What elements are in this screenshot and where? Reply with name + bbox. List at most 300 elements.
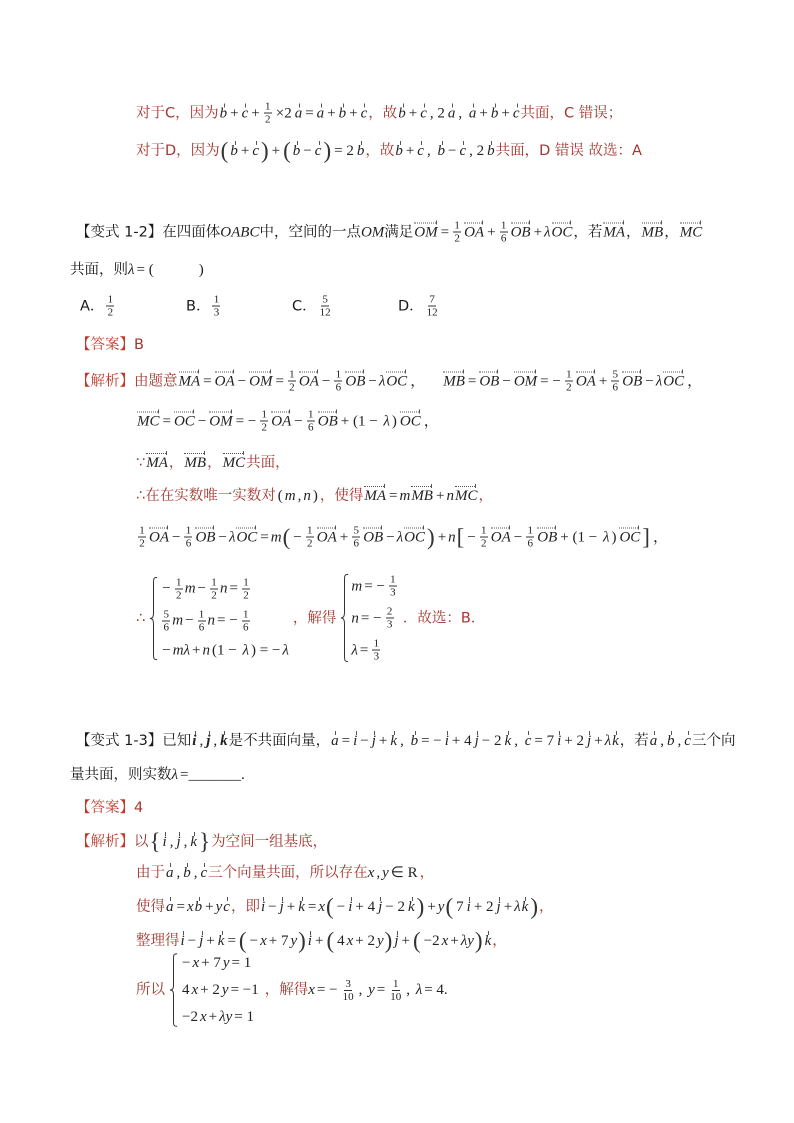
question-text: 【变式 1-3】已知: [76, 733, 192, 749]
vector-segment: MB: [443, 373, 465, 389]
math-italic: y: [437, 899, 445, 915]
vector: b: [437, 143, 445, 159]
variant-1-2-answer: [76, 335, 144, 355]
numerator: 5: [353, 524, 359, 537]
numerator: 1: [566, 368, 572, 381]
math-operator: ，: [410, 373, 441, 389]
vector: k: [484, 933, 492, 949]
fraction: [453, 220, 461, 245]
fraction: [307, 409, 315, 434]
math-operator: = 1: [234, 1009, 254, 1025]
math-operator: +: [487, 224, 496, 240]
vector: b: [230, 143, 238, 159]
math-operator: = 1: [231, 955, 252, 971]
fraction: [264, 101, 272, 126]
math-operator: =: [229, 580, 238, 597]
math-operator: − 2: [385, 899, 405, 915]
vector: c: [241, 105, 249, 121]
math-operator: +: [327, 105, 336, 121]
math-operator: ,: [514, 733, 522, 749]
vector-segment: OM: [414, 224, 438, 240]
fraction: [352, 525, 360, 550]
vector-segment: OC: [551, 224, 573, 240]
solution-text: 使得: [136, 899, 165, 915]
vector-segment: OM: [209, 413, 233, 429]
variant-1-2-question: [76, 220, 703, 245]
math-operator: −: [502, 373, 511, 389]
denominator: 2: [289, 381, 295, 394]
vector: k: [190, 834, 198, 850]
math-italic: λ: [655, 373, 663, 389]
vector: a: [166, 899, 174, 915]
math-italic: λy: [460, 933, 474, 949]
math-italic: OM: [360, 224, 385, 240]
math-operator: ，: [652, 529, 668, 545]
math-operator: −: [386, 529, 395, 545]
numerator: 1: [185, 524, 192, 537]
math-operator: 4: [182, 982, 190, 998]
variant-1-3-solution-collect: [136, 928, 507, 953]
math-operator: +: [192, 642, 201, 658]
math-operator: −: [182, 955, 191, 971]
numerator: 1: [306, 524, 313, 537]
vector: a: [316, 105, 325, 121]
math-operator: +: [240, 143, 250, 159]
equation-system: [149, 576, 289, 660]
math-operator: =: [467, 373, 477, 389]
math-operator: =: [376, 982, 386, 998]
vector: i: [353, 733, 358, 749]
large-delimiter: }: [199, 829, 211, 854]
vector-segment: OB: [622, 373, 643, 389]
answer-option: [80, 294, 186, 319]
vector: j: [474, 733, 479, 749]
large-delimiter: (: [445, 894, 454, 919]
vector-segment: MA: [146, 455, 168, 471]
solution-text: 由题意: [134, 373, 178, 389]
equation-row: [160, 608, 289, 633]
math-operator: =: [305, 105, 314, 121]
fraction: [175, 576, 183, 601]
math-operator: −: [513, 529, 523, 545]
math-italic: m: [270, 529, 282, 545]
math-italic: λ: [128, 262, 135, 278]
numerator: 1: [243, 576, 249, 588]
math-operator: + 4: [451, 733, 472, 749]
vector-segment: MA: [178, 373, 201, 389]
vector-segment: OB: [510, 224, 531, 240]
math-operator: = −: [360, 610, 382, 626]
variant-1-3-solution-exists: [136, 863, 434, 883]
math-operator: −: [447, 143, 457, 159]
vector: b: [487, 143, 495, 159]
vector: b: [356, 143, 365, 159]
math-operator: = 4.: [424, 982, 448, 998]
math-operator: ,: [183, 834, 188, 850]
denominator: 6: [500, 232, 507, 245]
math-operator: ,: [199, 733, 204, 749]
numerator: 1: [390, 573, 396, 586]
math-operator: −: [162, 580, 171, 597]
fraction: [210, 576, 218, 601]
question-text: ，: [664, 224, 679, 240]
denominator: 10: [390, 990, 402, 1003]
equation-row: [180, 953, 261, 973]
large-delimiter: ): [416, 894, 425, 919]
math-operator: +: [427, 899, 436, 915]
vector: i: [444, 733, 449, 749]
math-operator: =: [341, 733, 351, 749]
large-delimiter: (: [283, 138, 291, 163]
math-operator: =: [440, 224, 450, 240]
solution-text: 所以: [136, 982, 165, 998]
math-operator: = 7: [534, 733, 555, 749]
vector: b: [398, 105, 406, 121]
numerator: 1: [198, 608, 205, 620]
variant-1-3-answer: [76, 798, 143, 818]
math-operator: + (1 −: [340, 413, 382, 429]
math-operator: + 2: [355, 933, 375, 949]
denominator: 3: [213, 306, 220, 319]
numerator: 1: [527, 524, 534, 537]
equation-rows: [351, 574, 399, 663]
question-text: 量共面，则实数: [70, 767, 172, 783]
solution-text: 三个向量共面，所以存在: [208, 865, 368, 881]
math-italic: x: [367, 865, 375, 881]
equation-row: [160, 576, 289, 601]
math-operator: 4: [337, 933, 345, 949]
left-brace: [149, 576, 158, 660]
solution-text: ，: [492, 933, 507, 949]
math-operator: −: [303, 143, 312, 159]
denominator: 3: [386, 618, 393, 631]
large-delimiter: (: [326, 894, 334, 919]
numerator: 5: [322, 293, 328, 306]
option-d-analysis: [136, 138, 642, 163]
large-delimiter: (: [326, 928, 335, 953]
vector: i: [348, 899, 353, 915]
math-italic: λ: [396, 529, 404, 545]
fraction: [389, 978, 402, 1003]
vector: a: [468, 105, 477, 121]
fraction: [288, 369, 296, 394]
math-operator: −: [360, 733, 369, 749]
vector: j: [279, 899, 284, 915]
vector-segment: OA: [316, 529, 337, 545]
section-label: 【答案】: [76, 800, 134, 816]
math-operator: −: [645, 373, 654, 389]
math-operator: −: [249, 933, 259, 949]
vector: a: [447, 105, 456, 121]
equation-system: [340, 574, 399, 663]
denominator: 2: [566, 381, 572, 394]
solution-text: ，故: [368, 105, 398, 121]
fraction: [500, 220, 508, 245]
denominator: 6: [335, 381, 342, 394]
option-label: C．: [292, 298, 317, 314]
section-label: 【解析】: [76, 834, 134, 850]
math-italic: x: [191, 982, 199, 998]
math-italic: λ: [242, 642, 249, 658]
solution-text: ∵: [136, 455, 146, 471]
large-delimiter: {: [149, 829, 161, 854]
solution-text: ，使得: [319, 488, 364, 504]
math-operator: ): [312, 488, 318, 504]
math-italic: y: [290, 933, 298, 949]
question-text: 共面，则: [70, 262, 128, 278]
fraction: [242, 608, 250, 633]
denominator: 2: [481, 537, 487, 550]
numerator: 1: [213, 293, 220, 306]
vector: c: [200, 865, 208, 881]
vector: j: [586, 733, 592, 749]
variant-1-2-solution-intro: [76, 369, 704, 394]
option-label: B．: [186, 298, 211, 314]
vector-segment: OM: [513, 373, 538, 389]
math-italic: λ: [415, 982, 423, 998]
math-operator: ,: [376, 865, 381, 881]
numerator: 1: [373, 637, 380, 650]
vector-segment: MA: [364, 488, 386, 504]
numerator: 1: [139, 524, 145, 537]
math-operator: + 2: [564, 733, 584, 749]
math-operator: ,: [213, 733, 218, 749]
math-operator: + 2: [473, 899, 494, 915]
denominator: 2: [139, 537, 145, 550]
numerator: 1: [264, 100, 271, 113]
solution-text: ，故: [365, 143, 395, 159]
denominator: 6: [527, 537, 534, 550]
vector: c: [459, 143, 467, 159]
math-operator: ) = −: [250, 642, 281, 658]
vector: b: [219, 105, 228, 121]
solution-text: ，: [539, 899, 554, 915]
math-operator: ,: [458, 105, 466, 121]
vector: j: [378, 899, 383, 915]
math-operator: ，: [687, 373, 703, 389]
math-operator: ): [391, 413, 397, 429]
math-operator: = 2: [334, 143, 354, 159]
math-italic: λ: [351, 642, 358, 658]
math-operator: =: [176, 899, 185, 915]
math-operator: − 2: [481, 733, 502, 749]
math-operator: ，: [423, 413, 439, 429]
vector: i: [162, 834, 167, 850]
vector: i: [260, 899, 266, 915]
solution-text: 共面，C 错误；: [520, 105, 623, 121]
math-operator: = −: [421, 733, 442, 749]
math-italic: n: [448, 529, 456, 545]
math-italic: y: [222, 955, 230, 971]
math-italic: n: [446, 488, 454, 504]
math-operator: +: [401, 933, 410, 949]
section-label: 【解析】: [76, 373, 134, 389]
vector-segment: OC: [236, 529, 258, 545]
denominator: 6: [185, 537, 192, 550]
denominator: 6: [163, 621, 169, 633]
vector: j: [199, 933, 204, 949]
vector: c: [524, 733, 532, 749]
math-operator: −: [172, 529, 181, 545]
math-italic: m: [399, 488, 411, 504]
question-text: 满足: [384, 224, 414, 240]
fraction: [198, 608, 206, 633]
denominator: 12: [319, 306, 331, 319]
math-operator: −: [218, 529, 227, 545]
fraction: [242, 576, 250, 601]
math-operator: −: [368, 373, 377, 389]
variant-1-2-unique-pair: [136, 486, 493, 506]
fraction: [426, 294, 439, 319]
math-operator: ,: [358, 982, 367, 998]
vector-segment: OB: [363, 529, 384, 545]
math-operator: = −: [235, 413, 257, 429]
variant-1-2-coplanar-note: [136, 453, 290, 473]
vector-segment: OM: [249, 373, 273, 389]
math-italic: n: [202, 642, 211, 658]
math-operator: +: [479, 105, 488, 121]
question-text: 中，空间的一点: [259, 224, 361, 240]
fraction: [565, 369, 573, 394]
math-operator: =: [307, 899, 317, 915]
fraction: [526, 525, 534, 550]
denominator: 3: [390, 586, 396, 599]
math-operator: +: [314, 933, 324, 949]
fraction: [184, 525, 192, 550]
math-operator: =: [359, 642, 369, 658]
equation-row: [180, 1007, 261, 1027]
vector: c: [360, 105, 368, 121]
variant-1-2-question-end: [70, 260, 206, 280]
vector-segment: OC: [386, 373, 408, 389]
vector: b: [667, 733, 675, 749]
equation-rows: [160, 576, 289, 660]
vector: k: [298, 899, 305, 915]
math-operator: 7: [456, 899, 464, 915]
vector: c: [252, 143, 259, 159]
vector: a: [331, 733, 339, 749]
vector-segment: OB: [537, 529, 558, 545]
denominator: 2: [261, 421, 268, 434]
numerator: 1: [261, 408, 268, 421]
math-operator: −: [187, 933, 197, 949]
vector: c: [684, 733, 691, 749]
answer-option: [398, 294, 504, 319]
math-operator: ,: [169, 834, 174, 850]
vector: b: [395, 143, 403, 159]
large-delimiter: ): [384, 928, 393, 953]
vector-segment: OA: [490, 529, 511, 545]
vector: k: [521, 899, 529, 915]
vector-segment: MB: [411, 488, 433, 504]
math-operator: = ( ): [136, 262, 204, 278]
math-operator: −: [294, 413, 303, 429]
vector: b: [410, 733, 419, 749]
math-operator: −: [321, 373, 331, 389]
vector-segment: MC: [454, 488, 478, 504]
large-delimiter: (: [238, 928, 247, 953]
math-operator: +: [208, 1009, 218, 1025]
vector: k: [217, 933, 225, 949]
math-operator: +: [271, 143, 281, 159]
denominator: 6: [612, 381, 619, 394]
math-operator: =: [275, 373, 284, 389]
solution-text: B: [134, 337, 144, 353]
large-delimiter: (: [220, 138, 229, 163]
vector-segment: OC: [399, 413, 421, 429]
equation-rows: [180, 953, 261, 1027]
vector-segment: OB: [195, 529, 216, 545]
math-operator: ,: [297, 488, 302, 504]
vector-segment: OC: [173, 413, 195, 429]
denominator: 2: [107, 306, 114, 319]
vector: j: [371, 733, 376, 749]
large-delimiter: ): [260, 138, 269, 163]
math-operator: , 2: [429, 105, 445, 121]
math-operator: −: [467, 529, 476, 545]
numerator: 2: [386, 605, 393, 618]
math-operator: ,: [406, 982, 414, 998]
vector: j: [496, 899, 501, 915]
math-italic: m: [184, 580, 196, 597]
option-c-analysis: [136, 101, 622, 126]
math-operator: +: [408, 105, 418, 121]
solution-text: ，: [419, 865, 435, 881]
vector: i: [180, 933, 185, 949]
math-operator: +: [501, 105, 510, 121]
math-operator: +: [437, 529, 447, 545]
left-brace: [169, 953, 178, 1027]
variant-1-2-choices: [80, 294, 504, 319]
vector-segment: MB: [641, 224, 664, 240]
numerator: 5: [163, 608, 169, 620]
math-operator: +: [206, 933, 215, 949]
math-operator: −: [268, 899, 277, 915]
math-operator: = −1: [230, 982, 259, 998]
math-italic: y: [377, 933, 384, 949]
math-italic: x: [192, 955, 200, 971]
vector: k: [504, 733, 512, 749]
denominator: 2: [175, 589, 182, 601]
solution-text: 4: [134, 800, 144, 816]
denominator: 6: [308, 421, 314, 434]
answer-option: [292, 294, 398, 319]
numerator: 1: [392, 977, 399, 990]
numerator: 7: [429, 293, 435, 306]
denominator: 2: [211, 589, 217, 601]
math-operator: ): [611, 529, 617, 545]
math-operator: + 7: [201, 955, 221, 971]
math-operator: =: [203, 373, 212, 389]
math-italic: λ: [282, 642, 289, 658]
vector: b: [490, 105, 499, 121]
math-italic: m: [284, 488, 296, 504]
equation-row: [160, 640, 289, 660]
math-italic: y: [215, 899, 223, 915]
math-operator: +: [435, 488, 445, 504]
vector-segment: OA: [575, 373, 596, 389]
question-text: ，若: [619, 733, 649, 749]
math-operator: = −: [316, 982, 338, 998]
math-operator: −: [197, 580, 207, 597]
vector: a: [649, 733, 658, 749]
math-operator: −: [197, 413, 207, 429]
math-operator: −2: [423, 933, 440, 949]
math-italic: y: [382, 865, 389, 881]
vector: b: [194, 899, 203, 915]
math-operator: +: [286, 899, 296, 915]
denominator: 2: [264, 113, 271, 126]
